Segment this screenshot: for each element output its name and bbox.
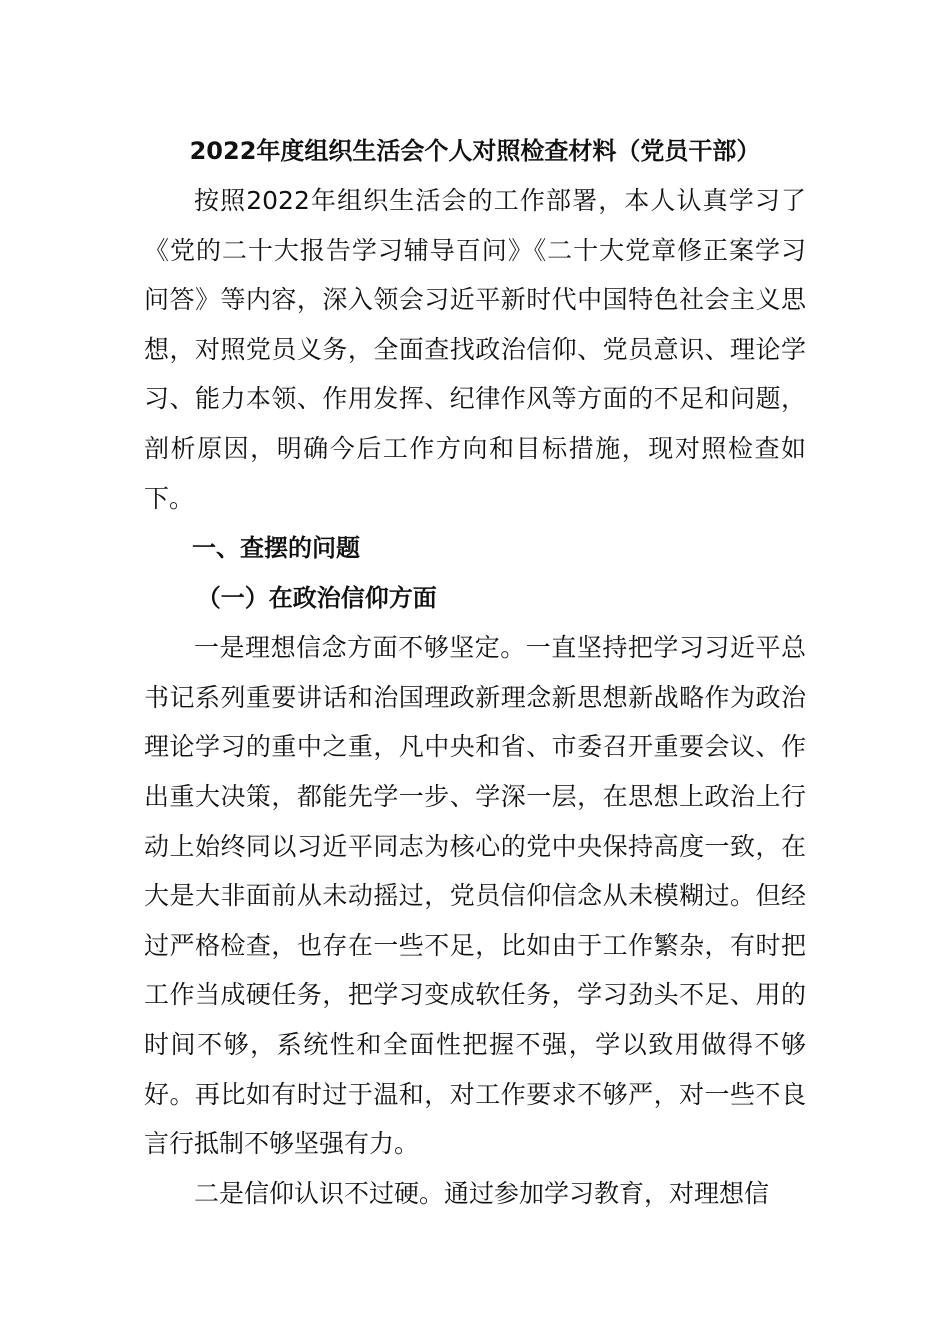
section-heading: 一、查摆的问题 (192, 534, 360, 563)
body-paragraph-2: 二是信仰认识不过硬。通过参加学习教育，对理想信 (194, 1178, 770, 1208)
intro-paragraph: 按照2022年组织生活会的工作部署，本人认真学习了《党的二十大报告学习辅导百问》《二十大党章修正案学习问答》等内容，深入领会习近平新时代中国特色社会主义思想，对照党员义务，全面查找政治信仰、党员意识、理论学习、能力本领、作用发挥、纪律作风等方面的不足和问题，剖析原因，明确今后工作方向和目标措施，现对照检查如下。 (144, 186, 806, 513)
document-body (144, 126, 806, 1218)
document-title: 2022年度组织生活会个人对照检查材料（党员干部） (189, 137, 761, 165)
body-paragraph-1: 一是理想信念方面不够坚定。一直坚持把学习习近平总书记系列重要讲话和治国理政新理念新思想新战略作为政治理论学习的重中之重，凡中央和省、市委召开重要会议、作出重大决策，都能先学一步、学深一层，在思想上政治上行动上始终同以习近平同志为核心的党中央保持高度一致，在大是大非面前从未动摇过，党员信仰信念从未模糊过。但经过严格检查，也存在一些不足，比如由于工作繁杂，有时把工作当成硬任务，把学习变成软任务，学习劲头不足、用的时间不够，系统性和全面性把握不强，学以致用做得不够好。再比如有时过于温和，对工作要求不够严，对一些不良言行抵制不够坚强有力。 (144, 633, 806, 1159)
subsection-heading: （一）在政治信仰方面 (196, 584, 437, 613)
